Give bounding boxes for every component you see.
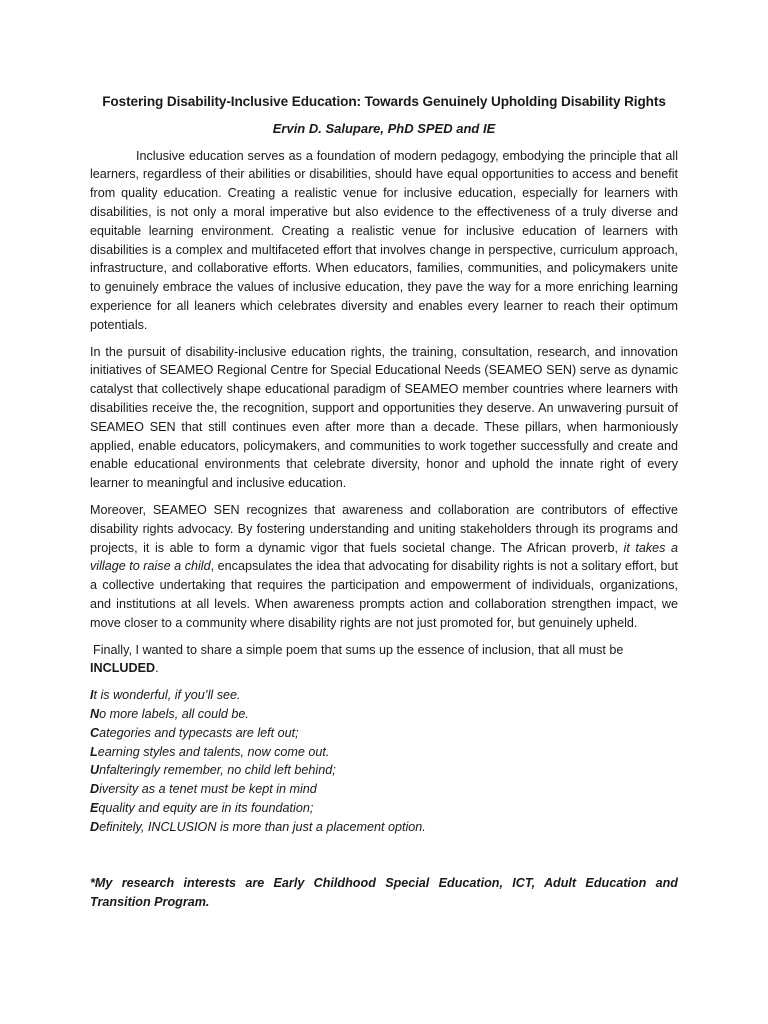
document-title: Fostering Disability-Inclusive Education: Towards Genuinely Upholding Disability Rights bbox=[102, 94, 666, 109]
poem-line-initial: C bbox=[90, 725, 100, 740]
paragraph-seameo-sen: In the pursuit of disability-inclusive education rights, the training, consultation, research, and innovation initiatives of SEAMEO Regional Centre for Special Educational Needs (SEAMEO SEN) serve as dynamic catalyst that collectively shape educational paradigm of SEAMEO member countries where learners with disabilities receive the, the recognition, support and opportunities they deserve. An unwavering pursuit of SEAMEO SEN that still continues even after more than a decade. These pillars, when harmoniously applied, enable educators, policymakers, and communities to work together successfully and create and enable educational environments that celebrate diversity, honor and uphold the innate right of every learner to meaningful and inclusive education. bbox=[90, 344, 678, 491]
poem-line-text: t is wonderful, if you’ll see. bbox=[93, 688, 241, 703]
poem-line bbox=[90, 799, 678, 818]
poem-line-initial: U bbox=[90, 763, 100, 778]
paragraph-intro: Inclusive education serves as a foundation of modern pedagogy, embodying the principle that all learners, regardless of their abilities or disabilities, should have equal opportunities to access and benefit from quality education. Creating a realistic venue for inclusive education, especially for learners with disabilities, is not only a moral imperative but also evidence to the effectiveness of a truly diverse and equitable learning environment. Creating a realistic venue for inclusive education of learners with disabilities is a complex and multifaceted effort that involves change in perspective, curriculum approach, infrastructure, and collaborative efforts. When educators, families, communities, and policymakers unite to genuinely embrace the values of inclusive education, they pave the way for a more enriching learning experience for all leaners which celebrates diversity and enables every learner to reach their optimum potentials. bbox=[90, 148, 678, 332]
poem-line-text: quality and equity are in its foundation; bbox=[98, 800, 314, 815]
closing-emphasis: INCLUDED bbox=[90, 661, 156, 676]
poem-line-initial: D bbox=[90, 782, 100, 797]
poem-line bbox=[90, 761, 678, 780]
document-author: Ervin D. Salupare, PhD SPED and IE bbox=[272, 120, 496, 136]
poem-line-text: ategories and typecasts are left out; bbox=[99, 725, 299, 740]
paragraph-closing bbox=[90, 641, 678, 679]
poem-line bbox=[90, 705, 678, 724]
poem-line bbox=[90, 724, 678, 743]
poem-line-text: nfalteringly remember, no child left behind; bbox=[99, 763, 336, 778]
poem-line-text: efinitely, INCLUSION is more than just a placement option. bbox=[99, 819, 426, 834]
poem-line-initial: E bbox=[90, 800, 99, 815]
poem-line-text: o more labels, all could be. bbox=[99, 706, 249, 721]
paragraph-advocacy-text-2: , encapsulates the idea that advocating for disability rights is not a solitary effort, but a collective undertaking that requires the participation and empowerment of individuals, organizations, and institutions at all levels. When awareness prompts action and collaboration strengthen impact, we move closer to a community where disability rights are not just promoted for, but genuinely upheld. bbox=[90, 559, 679, 630]
document-page bbox=[90, 93, 678, 912]
footnote-research-interests: *My research interests are Early Childhood Special Education, ICT, Adult Education and Transition Program. bbox=[90, 876, 678, 910]
african-proverb: it takes a village to raise a child bbox=[90, 540, 679, 574]
poem-line bbox=[90, 743, 678, 762]
poem-line bbox=[90, 780, 678, 799]
poem-line-initial: L bbox=[90, 744, 98, 759]
paragraph-advocacy bbox=[90, 501, 678, 633]
closing-text: Finally, I wanted to share a simple poem that sums up the essence of inclusion, that all must be bbox=[93, 642, 624, 657]
closing-end: . bbox=[155, 661, 159, 676]
poem bbox=[90, 686, 678, 836]
poem-line-initial: D bbox=[90, 819, 100, 834]
poem-line-initial: N bbox=[90, 706, 100, 721]
poem-line bbox=[90, 686, 678, 705]
poem-line bbox=[90, 818, 678, 837]
paragraph-advocacy-text-1: Moreover, SEAMEO SEN recognizes that awareness and collaboration are contributors of effective disability rights advocacy. By fostering understanding and uniting stakeholders through its programs and projects, it is able to form a dynamic vigor that fuels societal change. The African proverb, bbox=[90, 502, 678, 555]
poem-line-initial: I bbox=[90, 688, 94, 703]
poem-line-text: iversity as a tenet must be kept in mind bbox=[99, 782, 317, 797]
poem-line-text: earning styles and talents, now come out. bbox=[97, 744, 330, 759]
